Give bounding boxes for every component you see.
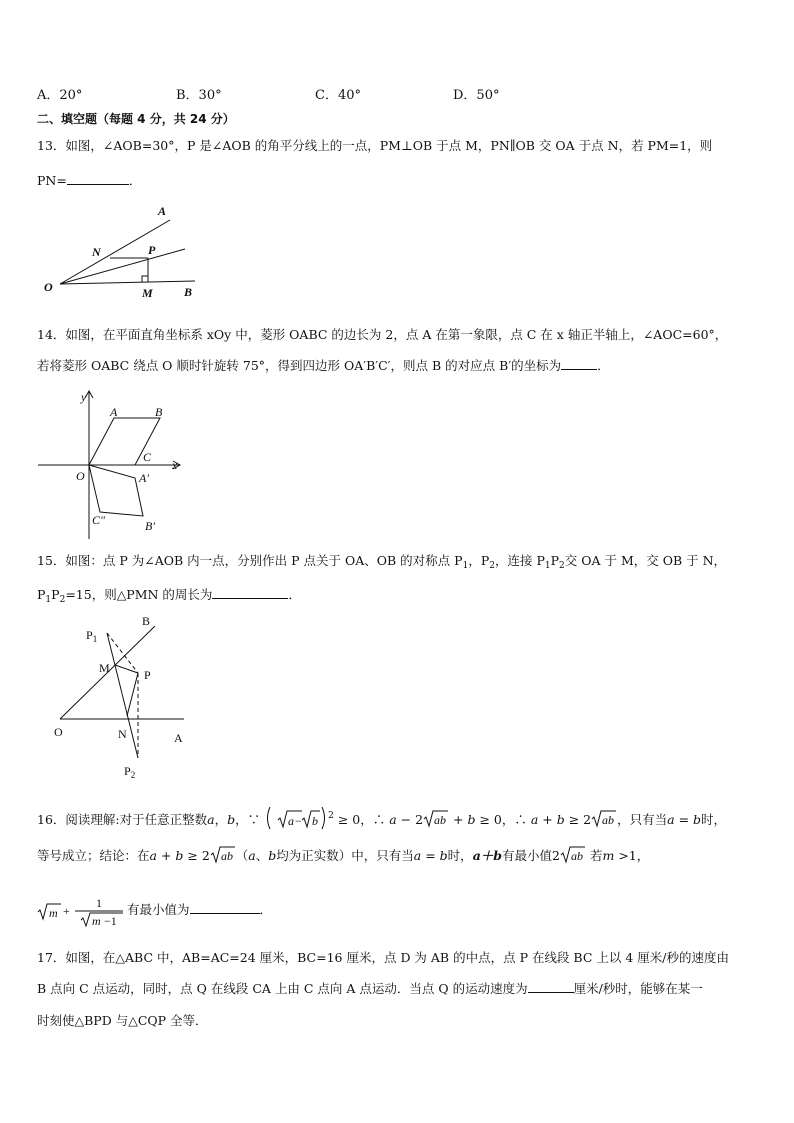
q15-text-a: 15．如图：点 P 为∠AOB 内一点，分别作出 P 点关于 OA、OB 的对称点 P (37, 553, 463, 568)
q13-answer-blank[interactable] (67, 170, 129, 185)
q15-text-c: ，连接 P (494, 553, 545, 568)
because: ，∵ (235, 812, 261, 827)
svg-text:ab: ab (434, 813, 447, 827)
label-a: A (174, 731, 183, 745)
label-m: M (99, 661, 110, 675)
right-angle-mark (142, 276, 148, 282)
q15-sub: 1 (45, 595, 52, 605)
q17-text: 厘米/秒时，能够在某一 (573, 981, 703, 996)
label-o: O (44, 280, 53, 294)
q15-period: ． (288, 587, 301, 602)
q16-line2: 等号成立；结论：在a + b ≥ 2 ab （a、b均为正实数）中，只有当a = b时，a＋b有最小值2 ab 若m >1， (37, 844, 649, 868)
q15-sub: 1 (544, 561, 551, 571)
svg-text:−: − (295, 814, 302, 828)
var-b: b (227, 812, 236, 827)
section-title: 二、填空题（每题 4 分，共 24 分） (37, 112, 235, 126)
label-b: B (155, 405, 163, 419)
q13-period: ． (128, 173, 142, 188)
label-p: P (144, 668, 151, 682)
q13-line1: 13．如图，∠AOB=30°，P 是∠AOB 的角平分线上的一点，PM⊥OB 于点 M，PN∥OB 交 OA 于点 N，若 PM=1，则 (37, 138, 713, 153)
q16-text: 均为正实数）中，只有当 (276, 848, 414, 863)
q14-line2 (37, 355, 610, 374)
q16-conclusion: 等号成立；结论：在 (37, 848, 150, 863)
var-a: a (248, 848, 256, 863)
ineq2: ≥ 0，∴ (479, 812, 527, 827)
q17-line3: 时刻使△BPD 与△CQP 全等． (37, 1013, 208, 1028)
q14-line1: 14．如图，在平面直角坐标系 xOy 中，菱形 OABC 的边长为 2，点 A 在第一象限，点 C 在 x 轴正半轴上，∠AOC=60°， (37, 327, 728, 342)
q15-text-d: P (550, 553, 560, 568)
label-m: M (142, 286, 153, 300)
q14-figure (30, 385, 200, 545)
q17-line1: 17．如图，在△ABC 中，AB=AC=24 厘米，BC=16 厘米，点 D 为 AB 的中点，点 P 在线段 BC 上以 4 厘米/秒的速度由 (37, 950, 729, 965)
q16-line1: 16．阅读理解:对于任意正整数a，b，∵ a − b $^2$ ≥ 0，∴ a − 2 ab + b ≥ 0，∴ a + b ≥ 2 ab ，只有当a = b时， (37, 804, 726, 832)
label-x: x (172, 458, 178, 472)
svg-text:ab: ab (571, 849, 583, 863)
q17-line2 (37, 978, 703, 997)
q15-sub: 2 (489, 561, 495, 571)
label-p: P (148, 243, 156, 257)
q16-if: 若 (589, 848, 603, 863)
label-p2: $P_2$ (124, 764, 136, 780)
q15-sub: 2 (59, 595, 66, 605)
label-n: N (118, 727, 127, 741)
q15-answer-blank[interactable] (212, 584, 288, 599)
segment-np (127, 673, 138, 716)
q15-text: P (37, 587, 46, 602)
svg-text:ab: ab (602, 813, 615, 827)
sqrt-ab (210, 844, 236, 864)
label-a: A (110, 405, 118, 419)
sqrt-ab (423, 808, 449, 828)
label-a: A (158, 204, 167, 218)
var-m: m (602, 848, 615, 863)
label-b-prime: B′ (145, 519, 155, 533)
q13-line2 (37, 170, 141, 189)
paren: （ (235, 848, 249, 863)
q13-figure (30, 200, 210, 305)
label-c-prime: C″ (92, 513, 106, 527)
label-c: C (143, 450, 152, 464)
q14-period: ． (597, 358, 610, 373)
q15-line2 (37, 584, 301, 605)
q15-text: P (51, 587, 60, 602)
svg-text:+: + (63, 904, 70, 918)
q16-period: ． (259, 902, 273, 917)
q15-text-e: 交 OA 于 M，交 OB 于 N， (564, 553, 727, 568)
sqrt-ab (591, 808, 617, 828)
label-y: y (81, 390, 87, 404)
q16-text: 时， (447, 848, 473, 863)
formula-square (264, 805, 328, 831)
ineq3: ，只有当 (617, 812, 668, 827)
a-eq-b: a = b (667, 812, 702, 827)
var-a: a (207, 812, 215, 827)
q14-question-text: 若将菱形 OABC 绕点 O 顺时针旋转 75°，得到四边形 OA′B′C′，则点 B 的对应点 B′的坐标为 (37, 358, 562, 373)
q16-answer-blank[interactable] (190, 899, 260, 914)
q15-line1 (37, 551, 726, 571)
q16-text: >1， (614, 848, 650, 863)
label-n: N (92, 245, 101, 259)
ray-ob (60, 281, 195, 284)
option-a: A．20° (37, 88, 83, 103)
svg-text:−1: −1 (104, 914, 117, 928)
q15-text: =15，则△PMN 的周长为 (65, 587, 213, 602)
option-b: B．30° (176, 88, 222, 103)
q13-pn-label: PN= (37, 173, 67, 188)
ineq1: ≥ 0，∴ (337, 812, 386, 827)
label-p1: $P_1$ (86, 628, 98, 644)
quad-oabc-rotated (89, 465, 143, 516)
q15-text-b: ，P (468, 553, 490, 568)
sep: 、 (255, 848, 269, 863)
svg-text:m: m (92, 914, 101, 928)
var-b: b (268, 848, 277, 863)
svg-text:a: a (288, 814, 295, 828)
q16-text: 有最小值 (502, 848, 553, 863)
q16-min-text: 有最小值为 (127, 902, 190, 917)
q15-sub: 1 (462, 561, 469, 571)
q14-answer-blank[interactable] (561, 355, 597, 370)
q17-answer-blank[interactable] (528, 978, 574, 993)
svg-text:1: 1 (96, 896, 102, 910)
comma: ， (214, 812, 228, 827)
svg-text:b: b (312, 814, 319, 828)
svg-text:m: m (49, 906, 58, 920)
svg-text:ab: ab (220, 849, 233, 863)
q15-sub: 2 (559, 561, 565, 571)
q16-intro: 16．阅读理解:对于任意正整数 (37, 812, 208, 827)
sqrt-ab (560, 844, 586, 864)
option-c: C．40° (315, 88, 361, 103)
q16-line3 (37, 888, 272, 928)
label-b: B (184, 285, 193, 299)
label-b: B (142, 614, 151, 628)
option-d: D．50° (453, 88, 500, 103)
a-plus-b: a＋b (472, 848, 503, 863)
formula-sqrt-m-plus-fraction (37, 888, 127, 928)
label-o: O (76, 469, 85, 483)
label-a-prime: A′ (139, 471, 149, 485)
label-o: O (54, 725, 63, 739)
q15-figure (40, 608, 210, 783)
ray-op (60, 249, 185, 284)
time: 时， (701, 812, 727, 827)
q17-text: B 点向 C 点运动，同时，点 Q 在线段 CA 上由 C 点向 A 点运动．当点 Q 的运动速度为 (37, 981, 528, 996)
